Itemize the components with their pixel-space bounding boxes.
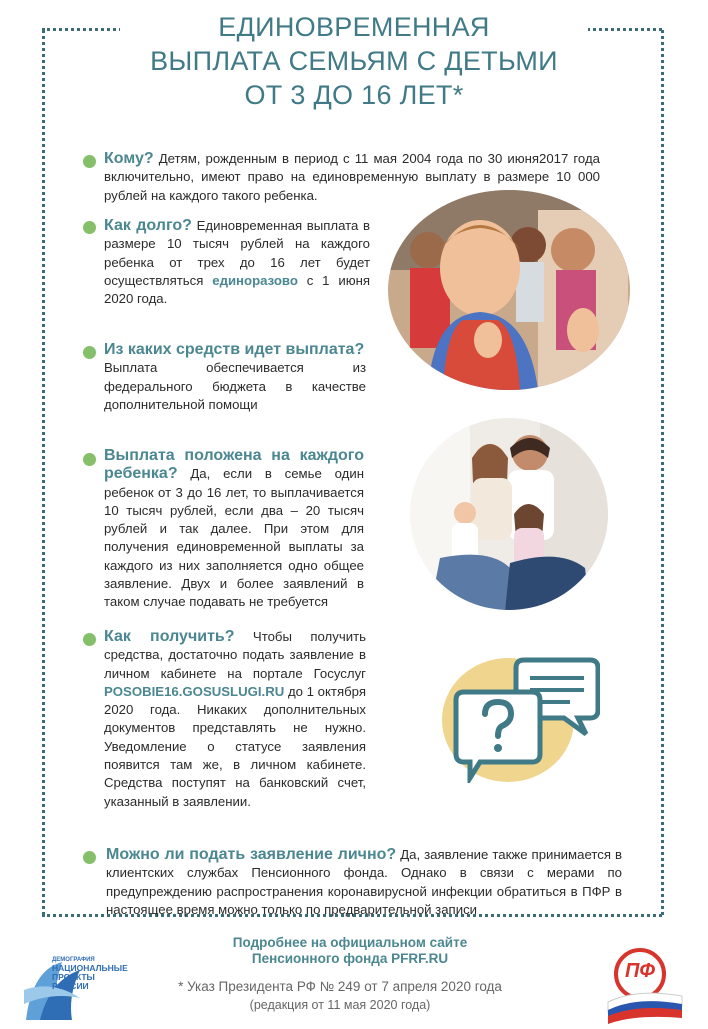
section-in-person-text: Да, заявление также принимается в клиентских службах Пенсионного фонда. Однако в связи с мерами по предупреждению распространения коронавирусной инфекции обратиться в ПФР в настоящее время можно только по предварительной записи <box>106 847 622 917</box>
pfr-logo-text: ПФ <box>625 960 655 982</box>
logo-left-line-2: НАЦИОНАЛЬНЫЕ <box>52 963 128 973</box>
section-how-long-text-end: с 1 июня 2020 года. <box>104 272 371 307</box>
logo-left-line-3: ПРОЕКТЫ <box>52 972 95 982</box>
section-how-long <box>104 217 370 308</box>
frame-left-border <box>42 30 45 915</box>
section-how-long-text: Единовременная выплата в размере 10 тысяч рублей на каждого ребенка от трех до 16 лет будет осуществляться <box>104 218 371 288</box>
page-title <box>120 10 588 112</box>
family-photo-icon <box>410 418 608 610</box>
gosuslugi-link[interactable]: POSOBIE16.GOSUSLUGI.RU <box>104 683 285 699</box>
boy-photo-icon <box>388 190 630 390</box>
question-illustration <box>440 648 600 783</box>
section-who-heading: Кому? <box>104 150 154 167</box>
section-each-child-heading: Выплата положена на каждого ребенка? <box>104 447 364 483</box>
logo-left-line-4: РОССИИ <box>52 981 89 991</box>
section-each-child <box>104 447 364 612</box>
bullet-icon <box>83 851 96 864</box>
section-how-get-heading: Как получить? <box>104 628 235 645</box>
title-line-2: ВЫПЛАТА СЕМЬЯМ С ДЕТЬМИ <box>150 46 558 76</box>
section-how-get <box>104 628 366 811</box>
section-who-text: Детям, рожденным в период с 11 мая 2004 года по 30 июня2017 года включительно, имеют право на единовременную выплату в размере 10 000 рублей на каждого такого ребенка. <box>104 151 600 203</box>
title-line-3: ОТ 3 ДО 16 ЛЕТ* <box>244 80 464 110</box>
section-in-person-heading: Можно ли подать заявление лично? <box>106 846 397 863</box>
footer-edition: (редакция от 11 мая 2020 года) <box>249 998 431 1012</box>
section-in-person <box>106 846 622 919</box>
footer-site-line-2[interactable]: Пенсионного фонда PFRF.RU <box>251 951 449 966</box>
bullet-icon <box>83 346 96 359</box>
footer-decree-note <box>130 977 550 1015</box>
bullet-icon <box>83 633 96 646</box>
section-how-long-highlight: единоразово <box>212 272 298 288</box>
national-projects-logo <box>22 950 142 1024</box>
question-bubbles-icon <box>440 648 600 783</box>
bullet-icon <box>83 453 96 466</box>
footer-site-line-1: Подробнее на официальном сайте <box>232 935 468 950</box>
bullet-icon <box>83 221 96 234</box>
logo-left-line-1: ДЕМОГРАФИЯ <box>52 957 95 963</box>
pfr-logo <box>606 948 684 1024</box>
section-funds <box>104 341 374 414</box>
photo-boy <box>388 190 630 390</box>
section-how-get-text: Чтобы получить средства, достаточно подать заявление в личном кабинете на портале Госуслуг <box>104 629 366 681</box>
bullet-icon <box>83 155 96 168</box>
section-how-get-text-end: до 1 октября 2020 года. Никаких дополнительных документов представлять не нужно. Уведомление о статусе заявления появится там же, в личном кабинете. Средства поступят на банковский счет, указанный в заявлении. <box>104 683 366 809</box>
photo-family <box>410 418 608 610</box>
section-funds-heading: Из каких средств идет выплата? <box>104 341 365 358</box>
section-how-long-heading: Как долго? <box>104 217 192 234</box>
title-line-1: ЕДИНОВРЕМЕННАЯ <box>218 12 490 42</box>
frame-right-border <box>661 30 664 915</box>
footer-site-info <box>160 935 540 967</box>
section-each-child-text: Да, если в семье один ребенок от 3 до 16 лет, то выплачивается 10 тысяч рублей, если два – 20 тысяч рублей и так далее. При этом для получения единовременной выплаты за каждого из них заполняется одно общее заявление. Двух и более заявлений в таком случае подавать не требуется <box>104 466 364 610</box>
section-funds-text: Выплата обеспечивается из федерального бюджета в качестве дополнительной помощи <box>104 360 366 412</box>
footer-decree: * Указ Президента РФ № 249 от 7 апреля 2020 года <box>178 979 502 994</box>
